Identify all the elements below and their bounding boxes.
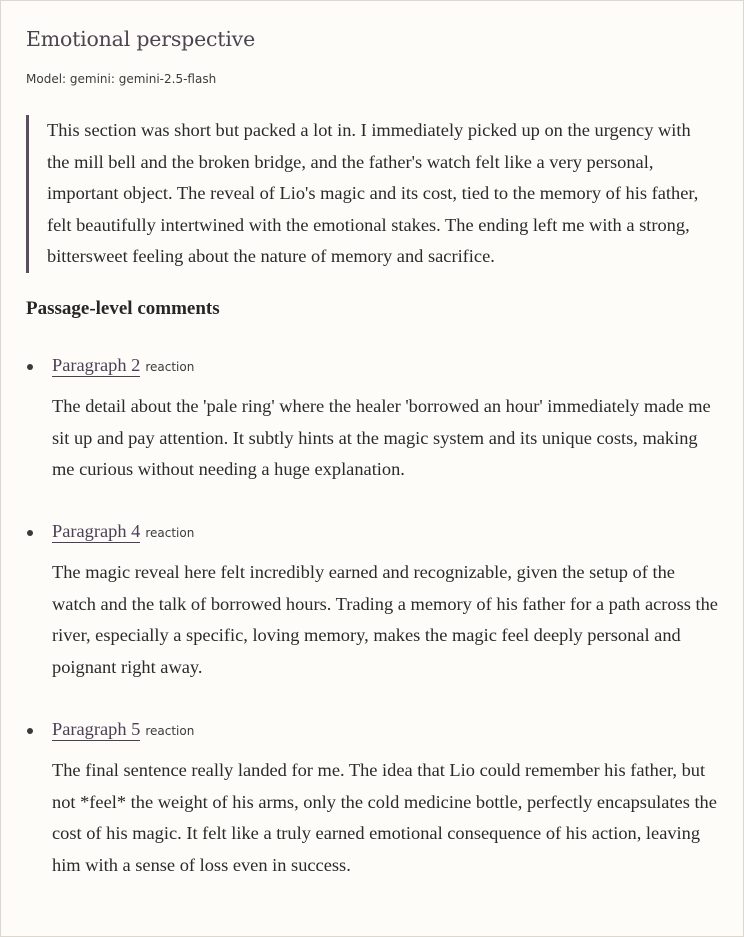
- comment-text: The magic reveal here felt incredibly earned and recognizable, given the setup of the watch and the talk of borrowed hours. Trading a memory of his father for a path across the river, especially a specific, loving memory, makes the magic feel deeply personal and poignant right away.: [52, 562, 718, 677]
- comment-type-label: reaction: [145, 724, 195, 738]
- page-title: Emotional perspective: [26, 27, 255, 51]
- paragraph-5-link[interactable]: Paragraph 5: [52, 719, 141, 739]
- comment-text: The final sentence really landed for me. The idea that Lio could remember his father, but not *feel* the weight of his arms, only the cold medicine bottle, perfectly encapsulates the cost of his magic. It felt like a truly earned emotional consequence of his action, leaving him with a sense of loss even in success.: [52, 760, 717, 875]
- comment-header: [52, 719, 194, 740]
- model-label: Model: gemini: gemini-2.5-flash: [26, 72, 217, 86]
- bullet-icon: [27, 364, 33, 370]
- comment-text: The detail about the 'pale ring' where the healer 'borrowed an hour' immediately made me sit up and pay attention. It subtly hints at the magic system and its unique costs, making me curious without needing a huge explanation.: [52, 396, 711, 480]
- comment-header: [52, 355, 194, 376]
- summary-quote: This section was short but packed a lot in. I immediately picked up on the urgency with the mill bell and the broken bridge, and the father's watch felt like a very personal, important object. The reveal of Lio's magic and its cost, tied to the memory of his father, felt beautifully intertwined with the emotional stakes. The ending left me with a strong, bittersweet feeling about the nature of memory and sacrifice.: [26, 115, 716, 273]
- bullet-icon: [27, 728, 33, 734]
- paragraph-4-link[interactable]: Paragraph 4: [52, 521, 141, 541]
- paragraph-2-link[interactable]: Paragraph 2: [52, 355, 141, 375]
- comment-type-label: reaction: [145, 526, 195, 540]
- comment-type-label: reaction: [145, 360, 195, 374]
- passage-comments-heading: Passage-level comments: [26, 298, 220, 319]
- bullet-icon: [27, 530, 33, 536]
- comment-header: [52, 521, 194, 542]
